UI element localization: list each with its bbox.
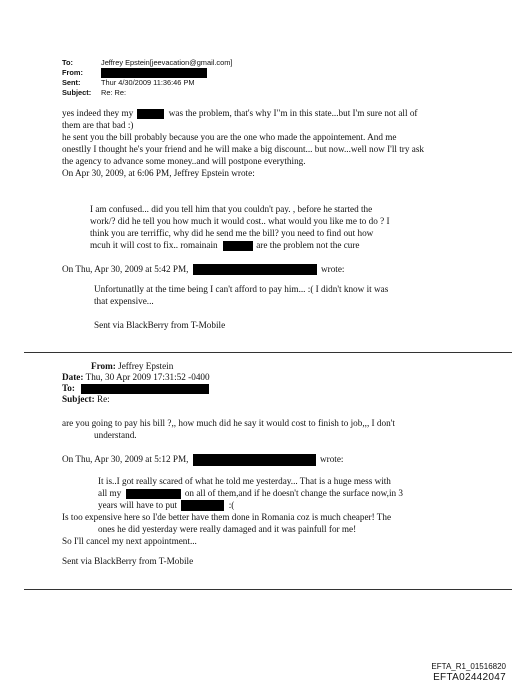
- redaction-box: [193, 454, 316, 466]
- date-label: Date:: [62, 372, 84, 382]
- subject-value: Re: Re:: [101, 88, 127, 97]
- body-line: the agency to advance some money..and will postpone everything.: [62, 156, 306, 166]
- redaction-box: [223, 241, 253, 251]
- text-segment: wrote:: [320, 454, 344, 465]
- date-value: Thu, 30 Apr 2009 17:31:52 -0400: [85, 372, 210, 382]
- sent-label: Sent:: [62, 78, 81, 87]
- text-segment: was the problem, that's why I"m in this state...but I'm sure not all of: [168, 108, 418, 118]
- divider: [24, 589, 512, 590]
- from-value: Jeffrey Epstein: [118, 361, 174, 371]
- text-segment: years will have to put: [98, 500, 178, 510]
- quote-line: think you are terriffic, why did he send me the bill? you need to find out how: [90, 228, 374, 238]
- text-segment: mcuh it will cost to fix.. romainain: [90, 240, 218, 250]
- quote-line: work/? did he tell you how much it would cost.. what would you like me to do ? I: [90, 216, 390, 226]
- text-segment: all my: [98, 488, 122, 498]
- from-label: From:: [62, 68, 83, 77]
- quote-line: Unfortunatlly at the time being I can't afford to pay him... :( I didn't know it was: [94, 284, 389, 294]
- subject-label: Subject:: [62, 394, 95, 404]
- quote-line: So I'll cancel my next appointment...: [62, 536, 197, 546]
- to-value: Jeffrey Epstein[jeevacation@gmail.com]: [101, 58, 233, 67]
- from-label: From:: [91, 361, 116, 371]
- text-segment: On Thu, Apr 30, 2009 at 5:12 PM,: [62, 454, 189, 465]
- redaction-box: [137, 109, 164, 119]
- sent-value: Thur 4/30/2009 11:36:46 PM: [101, 78, 195, 87]
- quote-line: ones he did yesterday were really damaged and it was painfull for me!: [98, 524, 357, 534]
- body-line: onestlly I thought he's your friend and he will make a big discount... but now...well now I'll try ask: [62, 144, 424, 154]
- text-segment: are the problem not the cure: [256, 240, 360, 250]
- text-segment: On Thu, Apr 30, 2009 at 5:42 PM,: [62, 264, 189, 274]
- text-segment: :(: [228, 500, 235, 510]
- footer-ref-1: EFTA_R1_01516820: [431, 662, 506, 671]
- body-line: are you going to pay his bill ?,, how much did he say it would cost to finish to job,,, I don't: [62, 418, 395, 428]
- quote-line: [98, 488, 403, 499]
- footer-ref-2: EFTA02442047: [433, 672, 506, 683]
- signature-line: Sent via BlackBerry from T-Mobile: [94, 320, 226, 330]
- redaction-box: [101, 68, 207, 78]
- subject-value: Re:: [96, 394, 110, 404]
- redaction-box: [181, 500, 224, 511]
- body-line: [62, 108, 418, 119]
- on-wrote-line: [62, 264, 345, 275]
- redaction-box: [126, 489, 181, 499]
- on-wrote-line: [62, 454, 344, 466]
- subject-row: [62, 394, 110, 405]
- redaction-box: [193, 264, 317, 275]
- text-segment: on all of them,and if he doesn't change the surface now,in 3: [184, 488, 403, 498]
- body-line: understand.: [94, 430, 137, 440]
- to-label: To:: [62, 383, 75, 393]
- quote-line: that expensive...: [94, 296, 154, 306]
- body-line: On Apr 30, 2009, at 6:06 PM, Jeffrey Epstein wrote:: [62, 168, 255, 178]
- quote-line: It is..I got really scared of what he told me yesterday... That is a huge mess with: [98, 476, 391, 486]
- redaction-box: [81, 384, 209, 394]
- quote-line: [98, 500, 234, 511]
- body-line: them are that bad :): [62, 120, 134, 130]
- subject-label: Subject:: [62, 88, 92, 97]
- divider: [24, 352, 512, 353]
- to-label: To:: [62, 58, 73, 67]
- date-row: [62, 372, 210, 383]
- text-segment: wrote:: [321, 264, 345, 274]
- text-segment: yes indeed they my: [62, 108, 134, 118]
- to-row: [62, 383, 209, 394]
- quote-line: [90, 240, 360, 251]
- signature-line: Sent via BlackBerry from T-Mobile: [62, 556, 194, 566]
- from-row: [91, 361, 173, 372]
- quote-line: I am confused... did you tell him that you couldn't pay. , before he started the: [90, 204, 373, 214]
- quote-line: Is too expensive here so I'de better have them done in Romania coz is much cheaper! The: [62, 512, 392, 522]
- body-line: he sent you the bill probably because you are the one who made the appointement. And me: [62, 132, 397, 142]
